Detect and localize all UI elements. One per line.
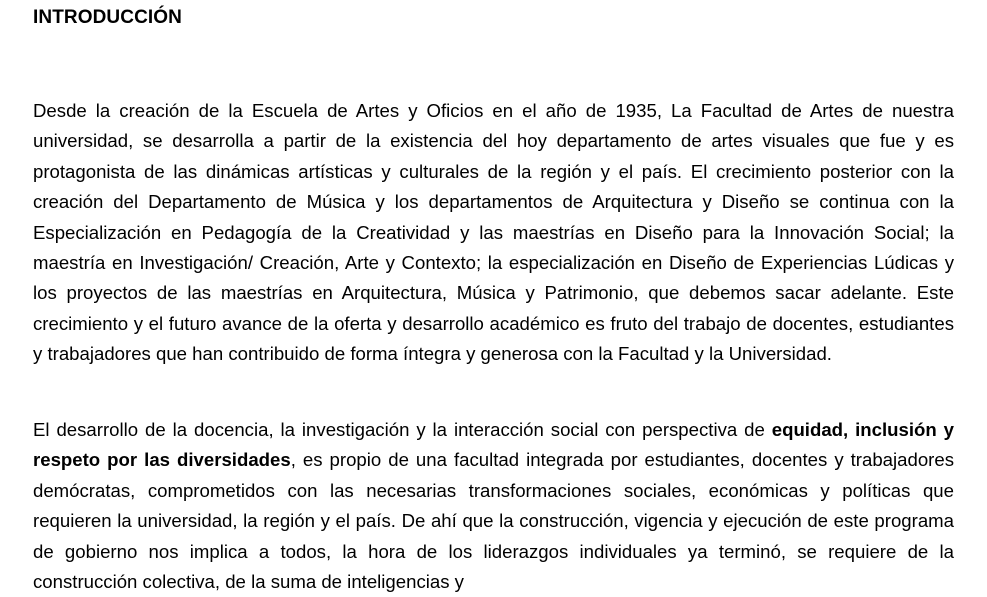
paragraph-introduction-history: Desde la creación de la Escuela de Artes y Oficios en el año de 1935, La Facultad de Artes de nuestra universidad, se desarrolla a partir de la existencia del hoy departamento de artes visuales que fue y es protagonista de las dinámicas artísticas y culturales de la región y el país. El crecimiento posterior con la creación del Departamento de Música y los departamentos de Arquitectura y Diseño se continua con la Especialización en Pedagogía de la Creatividad y las maestrías en Diseño para la Innovación Social; la maestría en Investigación/ Creación, Arte y Contexto; la especialización en Diseño de Experiencias Lúdicas y los proyectos de las maestrías en Arquitectura, Música y Patrimonio, que debemos sacar adelante. Este crecimiento y el futuro avance de la oferta y desarrollo académico es fruto del trabajo de docentes, estudiantes y trabajadores que han contribuido de forma íntegra y generosa con la Facultad y la Universidad. bbox=[33, 100, 954, 365]
paragraph-2-emphasis-text: equidad, inclusión y respeto por las diversidades bbox=[33, 419, 954, 471]
paragraph-2-rest-text: , es propio de una facultad integrada por estudiantes, docentes y trabajadores demócratas, comprometidos con las necesarias transformaciones sociales, económicas y políticas que requieren la universidad, la región y el país. De ahí que la construcción, vigencia y ejecución de este programa de gobierno nos implica a todos, la hora de los liderazgos individuales ya terminó, se requiere de la construcción colectiva, de la suma de inteligencias y bbox=[33, 449, 954, 593]
paragraph-2-intro-text: El desarrollo de la docencia, la investigación y la interacción social con perspectiva de bbox=[33, 419, 772, 440]
document-title: INTRODUCCIÓN bbox=[33, 7, 182, 28]
paragraph-introduction-values bbox=[33, 415, 954, 597]
